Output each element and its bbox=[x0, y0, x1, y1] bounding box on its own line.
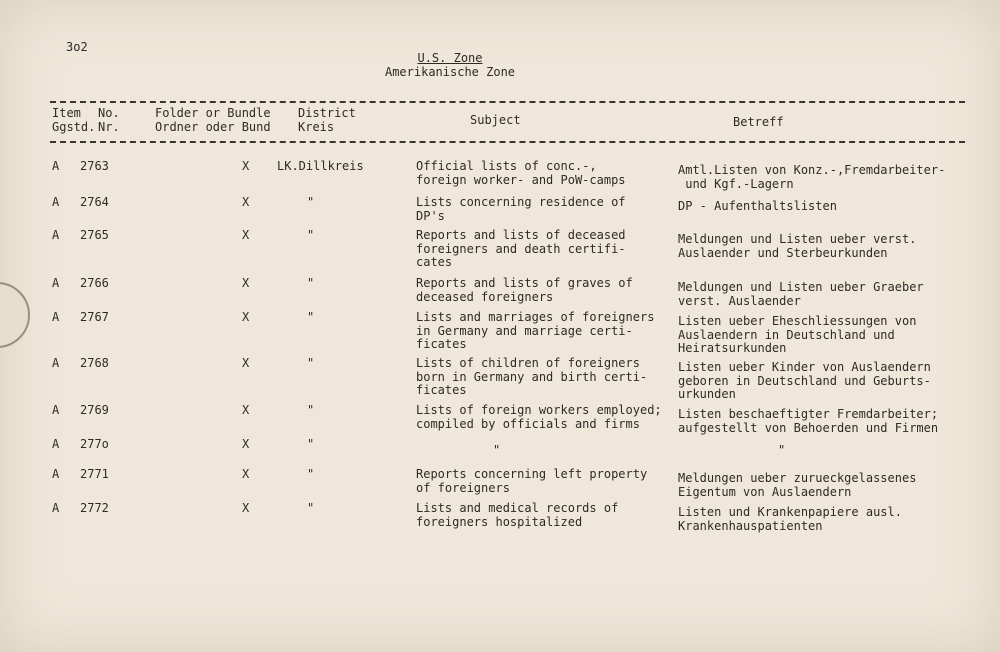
betreff-cell: Listen und Krankenpapiere ausl. Krankenhauspatienten bbox=[678, 505, 902, 533]
number-cell: 2766 bbox=[80, 276, 109, 290]
number-cell: 2772 bbox=[80, 501, 109, 515]
item-cell: A bbox=[52, 228, 60, 242]
subject-cell: " bbox=[493, 443, 501, 457]
district-cell: " bbox=[307, 403, 315, 417]
folder-cell: X bbox=[242, 310, 250, 324]
subject-cell: Lists and marriages of foreigners in Germany and marriage certi- ficates bbox=[416, 310, 655, 351]
header-subject: Subject bbox=[470, 113, 521, 127]
betreff-cell: DP - Aufenthaltslisten bbox=[678, 199, 837, 213]
folder-cell: X bbox=[242, 467, 250, 481]
folder-cell: X bbox=[242, 276, 250, 290]
subject-cell: Reports and lists of graves of deceased foreigners bbox=[416, 276, 633, 304]
number-cell: 2769 bbox=[80, 403, 109, 417]
district-cell: " bbox=[307, 228, 315, 242]
subject-cell: Lists and medical records of foreigners hospitalized bbox=[416, 501, 619, 529]
number-cell: 2763 bbox=[80, 159, 109, 173]
number-cell: 2771 bbox=[80, 467, 109, 481]
betreff-cell: Meldungen und Listen ueber verst. Auslaender und Sterbeurkunden bbox=[678, 232, 917, 260]
page-number: 3o2 bbox=[66, 40, 88, 54]
item-cell: A bbox=[52, 403, 60, 417]
subject-cell: Reports and lists of deceased foreigners and death certifi- cates bbox=[416, 228, 626, 269]
subject-cell: Reports concerning left property of foreigners bbox=[416, 467, 648, 495]
betreff-cell: Meldungen ueber zurueckgelassenes Eigentum von Auslaendern bbox=[678, 471, 917, 499]
folder-cell: X bbox=[242, 403, 250, 417]
item-cell: A bbox=[52, 467, 60, 481]
district-cell: " bbox=[307, 356, 315, 370]
betreff-cell: Listen ueber Eheschliessungen von Auslaendern in Deutschland und Heiratsurkunden bbox=[678, 314, 917, 355]
district-cell: " bbox=[307, 467, 315, 481]
district-cell: " bbox=[307, 276, 315, 290]
zone-subtitle: Amerikanische Zone bbox=[384, 65, 516, 79]
folder-cell: X bbox=[242, 501, 250, 515]
betreff-cell: Meldungen und Listen ueber Graeber verst. Auslaender bbox=[678, 280, 924, 308]
folder-cell: X bbox=[242, 437, 250, 451]
folder-cell: X bbox=[242, 195, 250, 209]
header-rule-top bbox=[50, 101, 965, 103]
number-cell: 2768 bbox=[80, 356, 109, 370]
district-cell: LK.Dillkreis bbox=[277, 159, 364, 173]
betreff-cell: Listen ueber Kinder von Auslaendern geboren in Deutschland und Geburts- urkunden bbox=[678, 360, 931, 401]
district-cell: " bbox=[307, 195, 315, 209]
item-cell: A bbox=[52, 501, 60, 515]
header-district: District Kreis bbox=[298, 106, 356, 134]
district-cell: " bbox=[307, 437, 315, 451]
header-item: Item Ggstd. bbox=[52, 106, 96, 134]
number-cell: 2764 bbox=[80, 195, 109, 209]
item-cell: A bbox=[52, 195, 60, 209]
subject-cell: Official lists of conc.-, foreign worker- and PoW-camps bbox=[416, 159, 626, 187]
header-folder: Folder or Bundle Ordner oder Bund bbox=[155, 106, 271, 134]
subject-cell: Lists of foreign workers employed; compiled by officials and firms bbox=[416, 403, 662, 431]
item-cell: A bbox=[52, 356, 60, 370]
zone-title: U.S. Zone bbox=[417, 51, 483, 65]
binder-tab bbox=[0, 282, 30, 348]
folder-cell: X bbox=[242, 356, 250, 370]
item-cell: A bbox=[52, 437, 60, 451]
folder-cell: X bbox=[242, 228, 250, 242]
header-rule-bottom bbox=[50, 141, 965, 143]
folder-cell: X bbox=[242, 159, 250, 173]
item-cell: A bbox=[52, 276, 60, 290]
number-cell: 277o bbox=[80, 437, 109, 451]
betreff-cell: Listen beschaeftigter Fremdarbeiter; aufgestellt von Behoerden und Firmen bbox=[678, 407, 939, 435]
betreff-cell: Amtl.Listen von Konz.-,Fremdarbeiter- und Kgf.-Lagern bbox=[678, 163, 946, 191]
district-cell: " bbox=[307, 310, 315, 324]
subject-cell: Lists of children of foreigners born in Germany and birth certi- ficates bbox=[416, 356, 648, 397]
district-cell: " bbox=[307, 501, 315, 515]
number-cell: 2767 bbox=[80, 310, 109, 324]
header-betreff: Betreff bbox=[733, 115, 784, 129]
header-no: No. Nr. bbox=[98, 106, 120, 134]
item-cell: A bbox=[52, 310, 60, 324]
betreff-cell: " bbox=[778, 443, 786, 457]
item-cell: A bbox=[52, 159, 60, 173]
number-cell: 2765 bbox=[80, 228, 109, 242]
subject-cell: Lists concerning residence of DP's bbox=[416, 195, 626, 223]
